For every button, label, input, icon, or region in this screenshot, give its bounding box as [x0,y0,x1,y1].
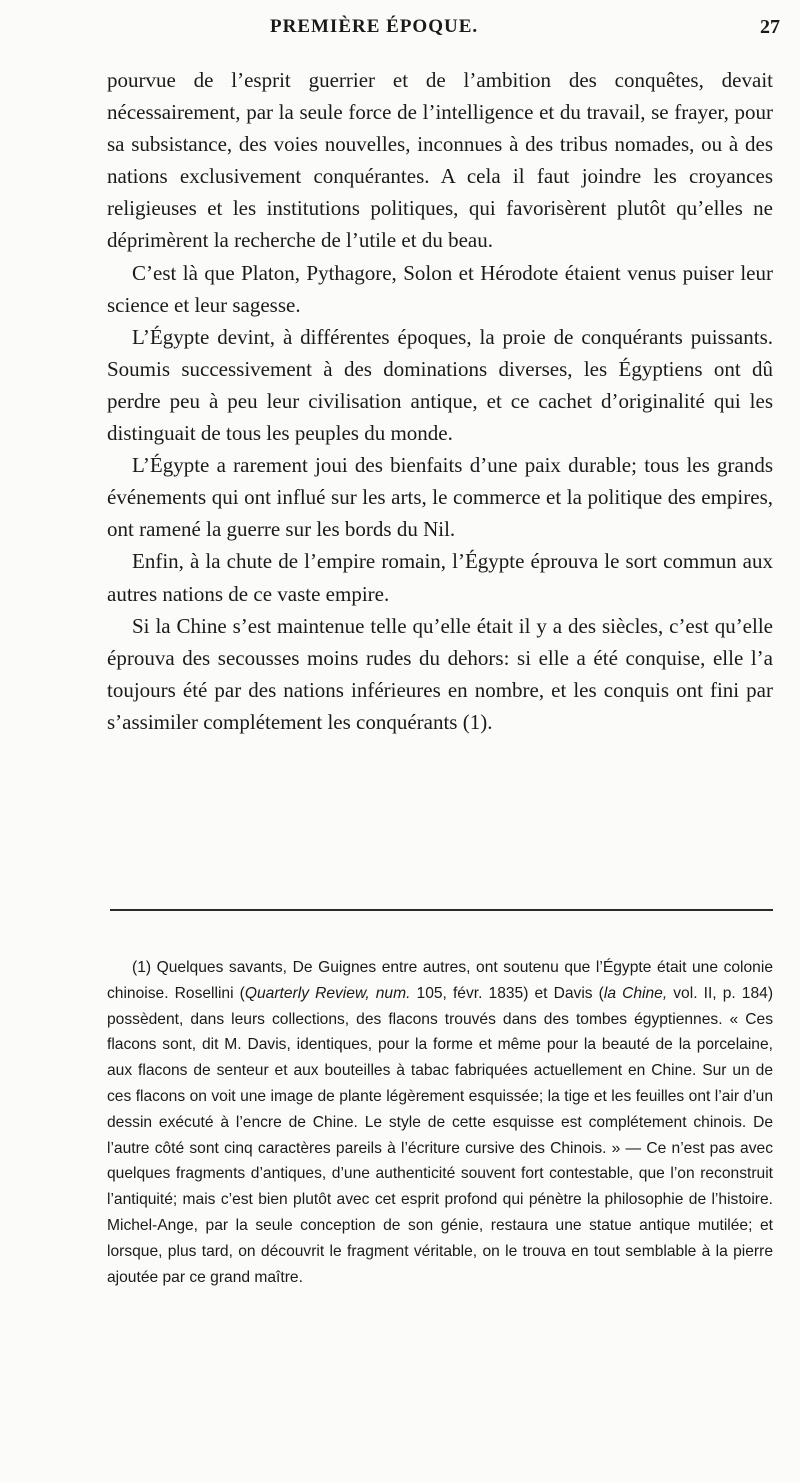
footnote-citation-italic: Quarterly Review, num. [244,984,411,1002]
paragraph: Enfin, à la chute de l’empire romain, l’Égypte éprouva le sort commun aux autres nations de ce vaste empire. [107,549,773,606]
running-title: PREMIÈRE ÉPOQUE. [270,16,479,37]
paragraph: C’est là que Platon, Pythagore, Solon et Hérodote étaient venus puiser leur science et leur sagesse. [107,260,773,317]
paragraph: Si la Chine s’est maintenue telle qu’elle était il y a des siècles, c’est qu’elle éprouva des secousses moins rudes du dehors: si elle a été conquise, elle l’a toujours été par des nations inférieures en nombre, et les conquis ont fini par s’assimiler complétement les conquérants (1). [107,613,773,734]
page-number: 27 [760,16,780,38]
main-text [107,64,773,738]
footnote-text [107,955,773,1290]
footnote-divider [110,909,773,911]
page-header [110,16,780,52]
footnote [107,955,773,1290]
footnote-segment: (1) Quelques savants, De Guignes entre autres, ont soutenu que l’Égypte était une colonie chinoise. Rosellini ( [107,959,773,1002]
paragraph-continued: pourvue de l’esprit guerrier et de l’ambition des conquêtes, devait nécessairement, par la seule force de l’intelligence et du travail, se frayer, pour sa subsistance, des voies nouvelles, inconnues à des tribus nomades, ou à des nations exclusivement conquérantes. A cela il faut joindre les croyances religieuses et les institutions politiques, qui favorisèrent plutôt qu’elles ne déprimèrent la recherche de l’utile et du beau. [107,68,773,253]
paragraph: L’Égypte devint, à différentes époques, la proie de conquérants puissants. Soumis successivement à des dominations diverses, les Égyptiens ont dû perdre peu à peu leur civilisation antique, et ce cachet d’originalité qui les distinguait de tous les peuples du monde. [107,324,773,446]
footnote-segment: vol. II, p. 184) possèdent, dans leurs collections, des flacons trouvés dans des tombes égyptiennes. « Ces flacons sont, dit M. Davis, identiques, pour la forme et même pour la beauté de la porcelaine, aux flacons de senteur et aux bouteilles à tabac fabriquées actuellement en Chine. Sur un de ces flacons on voit une image de plante légèrement esquissée; la tige et les feuilles ont l’air d’un dessin exécuté à l’encre de Chine. Le style de cette esquisse est complétement chinois. De l’autre côté sont cinq caractères pareils à l’écriture cursive des Chinois. » — Ce n’est pas avec quelques fragments d’antiques, d’une authenticité souvent fort contestable, que l’on reconstruit l’antiquité; mais c’est bien plutôt avec cet esprit profond qui pénètre la philosophie de l’histoire. Michel-Ange, par la seule conception de son génie, restaura une statue antique mutilée; et lorsque, plus tard, on découvrit le fragment véritable, on le trouva en tout semblable à la pierre ajoutée par ce grand maître. [107,984,774,1286]
footnote-segment: 105, févr. 1835) et Davis ( [410,984,604,1002]
footnote-citation-italic: la Chine, [603,984,668,1002]
paragraph: L’Égypte a rarement joui des bienfaits d’une paix durable; tous les grands événements qui ont influé sur les arts, le commerce et la politique des empires, ont ramené la guerre sur les bords du Nil. [107,453,773,542]
